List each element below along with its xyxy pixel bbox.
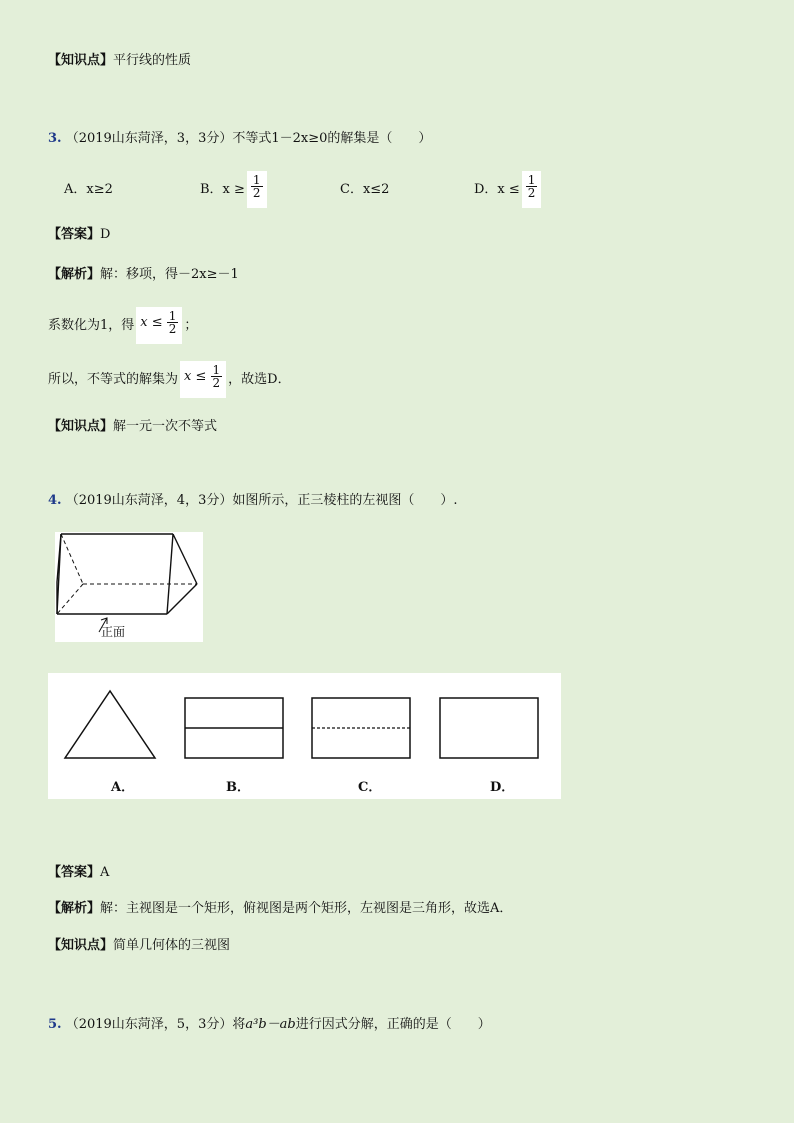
option-d-label: D． <box>490 780 515 795</box>
frac-denominator: 2 <box>252 186 261 200</box>
q3-step2-expr <box>136 307 182 344</box>
q3-answer <box>48 226 110 244</box>
answer-value: A <box>100 865 110 880</box>
frac-denominator: 2 <box>527 186 536 200</box>
analysis-text: 解：主视图是一个矩形，俯视图是两个矩形，左视图是三角形，故选A． <box>100 901 513 916</box>
frac-numerator: 1 <box>168 309 177 323</box>
option-a-triangle-shape <box>65 691 155 758</box>
q5-stem-post: 进行因式分解，正确的是（ ） <box>295 1017 491 1032</box>
q5-stem-pre: （2019山东菏泽，5，3分）将 <box>65 1017 246 1032</box>
q3-option-d-label: D．x ≤ <box>474 182 520 197</box>
step-text-post: ； <box>184 318 198 333</box>
q3-option-c-label: C．x≤2 <box>340 182 390 197</box>
prism-figure <box>55 532 203 642</box>
frac-numerator: 1 <box>252 173 261 187</box>
option-c-label: C． <box>358 780 382 795</box>
q3-option-c <box>340 181 389 199</box>
q5-expression: a³b－ab <box>245 1017 296 1032</box>
q3-step3-expr <box>180 361 226 398</box>
analysis-text: 解：移项，得－2x≥－1 <box>100 267 239 282</box>
q3-step3 <box>48 360 291 400</box>
analysis-tag: 【解析】 <box>48 901 101 916</box>
frac-denominator: 2 <box>168 322 177 336</box>
answer-tag: 【答案】 <box>48 227 101 242</box>
q3-option-b-label: B．x ≥ <box>200 182 245 197</box>
kp-tag: 【知识点】 <box>48 419 114 434</box>
q3-option-d-fraction <box>522 171 542 208</box>
q4-stem <box>48 492 457 510</box>
q5-stem <box>48 1016 491 1034</box>
q3-kp <box>48 418 217 436</box>
q4-number: 4. <box>48 493 62 508</box>
q3-option-d <box>474 170 543 210</box>
kp-text: 平行线的性质 <box>113 53 192 68</box>
expr-text: x ≤ <box>140 315 163 330</box>
frac-numerator: 1 <box>212 363 221 377</box>
q3-option-a-label: A．x≥2 <box>64 182 113 197</box>
option-b-label: B． <box>226 780 250 795</box>
q3-step2 <box>48 306 197 346</box>
answer-value: D <box>100 227 111 242</box>
option-c-rect-shape <box>312 698 410 758</box>
q5-number: 5. <box>48 1017 62 1032</box>
q3-stem-text: （2019山东菏泽，3，3分）不等式1－2x≥0的解集是（ ） <box>65 131 432 146</box>
step-text: 系数化为1，得 <box>48 318 135 333</box>
q3-analysis <box>48 266 239 284</box>
step-text-post: ，故选D． <box>228 372 291 387</box>
option-a-label: A． <box>111 780 135 795</box>
front-label: 正面 <box>101 625 126 639</box>
q3-number: 3. <box>48 131 62 146</box>
expr-text: x ≤ <box>184 369 207 384</box>
q3-option-b-fraction <box>247 171 267 208</box>
q3-stem <box>48 130 431 148</box>
q4-options-figure <box>48 673 561 799</box>
q3-option-b <box>200 170 269 210</box>
kp-tag: 【知识点】 <box>48 53 114 68</box>
kp-line-1 <box>48 52 191 70</box>
q4-answer <box>48 864 109 882</box>
q3-option-a <box>64 181 113 199</box>
q4-kp <box>48 937 230 955</box>
q4-analysis <box>48 900 512 918</box>
kp-text: 简单几何体的三视图 <box>113 938 231 953</box>
kp-text: 解一元一次不等式 <box>113 419 218 434</box>
answer-tag: 【答案】 <box>48 865 101 880</box>
frac-denominator: 2 <box>212 376 221 390</box>
kp-tag: 【知识点】 <box>48 938 114 953</box>
option-d-rect-shape <box>440 698 538 758</box>
prism-drawing <box>55 532 203 642</box>
frac-numerator: 1 <box>527 173 536 187</box>
step-text: 所以，不等式的解集为 <box>48 372 179 387</box>
q4-stem-text: （2019山东菏泽，4，3分）如图所示，正三棱柱的左视图（ ）. <box>65 493 458 508</box>
analysis-tag: 【解析】 <box>48 267 101 282</box>
